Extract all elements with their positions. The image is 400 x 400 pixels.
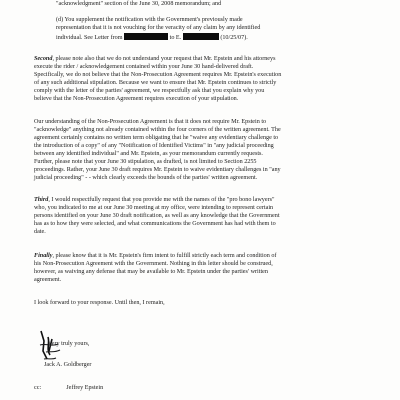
- text-line: who, you indicated to me at our June 30 meeting at my office, were intending to represent certain: [34, 205, 274, 211]
- text-line: Third, I would respectfully request that you provide me with the names of the "pro bono lawyers": [34, 197, 275, 203]
- text-line: (d) You supplement the notification with the Government's previously made: [56, 17, 243, 23]
- text-line: persons identified on your June 30 draft notification, as well as any knowledge that the Government: [34, 213, 280, 219]
- text-line: Finally, please know that it is Mr. Epstein's firm intent to fulfill strictly each term and condition of: [34, 253, 277, 259]
- text-line: representation that it is not vouching for the veracity of any claim by any identified: [56, 25, 261, 31]
- text-line: date.: [34, 229, 46, 235]
- text-line: Further, please note that your June 30 stipulation, as drafted, is not limited to Section 2255: [34, 159, 257, 165]
- text-line: between any identified individual" and Mr. Epstein, as your memorandum currently requests.: [34, 151, 263, 157]
- closing-line: I look forward to your response. Until then, I remain,: [34, 300, 165, 306]
- text-line: agreement certainly contains no written term obligating that he "waive any evidentiary challenge to: [34, 135, 279, 141]
- text-line: agreement.: [34, 277, 62, 283]
- signer-name: Jack A. Goldberger: [44, 362, 92, 368]
- text-line: execute the rider / acknowledgement contained within your June 30 hand-delivered draft.: [34, 64, 254, 70]
- text-line: has as to how they were selected, and what communications the Government has had with them to: [34, 221, 276, 227]
- text-line: the introduction of a copy" of any "Notification of Identified Victims" in "any judicial proceeding: [34, 143, 274, 149]
- text-line: Second, please note also that we do not understand your request that Mr. Epstein and his attorneys: [34, 56, 276, 62]
- text-line: however, as waiving any defense that may be available to Mr. Epstein under the parties' written: [34, 269, 268, 275]
- text-line: individual. See Letter from to E. (10/25/07).: [56, 35, 248, 41]
- redaction-box: [124, 33, 168, 40]
- text-line: believe that the Non-Prosecution Agreement requires execution of your stipulation.: [34, 96, 239, 102]
- cc-line: cc: Jeffrey Epstein: [34, 385, 104, 391]
- text-line: "acknowledgment" section of the June 30, 2008 memorandum; and: [56, 1, 222, 7]
- text-line: his Non-Prosecution Agreement with the Government. Nothing in this letter should be construed,: [34, 261, 273, 267]
- text-line: judicial proceeding" - - which clearly exceeds the bounds of the parties' written agreement.: [34, 175, 258, 181]
- valediction: Very truly yours,: [48, 341, 90, 347]
- text-line: of any such additional stipulation. Because we want to ensure that Mr. Epstein continues to strictly: [34, 80, 277, 86]
- text-line: comply with the letter of the parties' agreement, we respectfully ask that you explain why you: [34, 88, 265, 94]
- text-line: Specifically, we do not believe that the Non-Prosecution Agreement requires Mr. Epstein's execution: [34, 72, 282, 78]
- text-line: "acknowledge" anything not already contained within the four corners of the written agreement. The: [34, 127, 281, 133]
- redaction-box: [183, 33, 219, 40]
- text-line: proceedings. Rather, your June 30 draft requires Mr. Epstein to waive evidentiary challenges in "any: [34, 167, 281, 173]
- signature-mark: [38, 329, 74, 363]
- text-line: Our understanding of the Non-Prosecution Agreement is that it does not require Mr. Epstein to: [34, 119, 267, 125]
